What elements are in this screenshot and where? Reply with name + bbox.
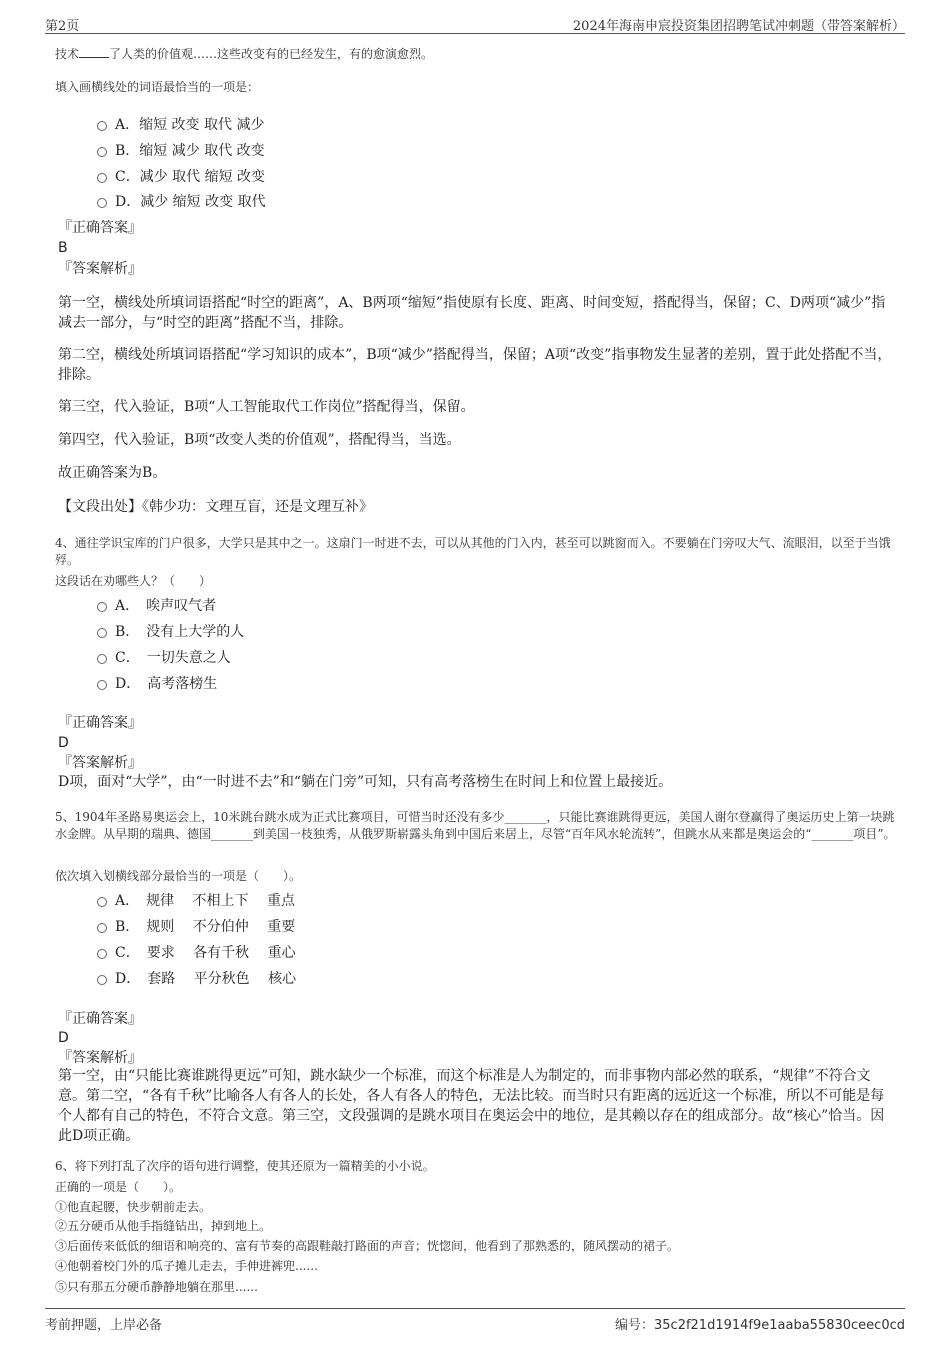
option-label: A． 规律 不相上下 重点 [115, 893, 296, 909]
q6-item-4: ④他朝着校门外的瓜子摊儿走去，手伸进裤兜...... [55, 1259, 318, 1273]
option-label: B．缩短 减少 取代 改变 [115, 143, 265, 159]
radio-icon[interactable] [97, 897, 107, 907]
q5-answer-label: 『正确答案』 [58, 1011, 142, 1027]
footer-code-label: 编号： [614, 1318, 654, 1333]
q3-stem-part1: 技术 [55, 47, 80, 61]
q5-analysis: 第一空，由“只能比赛谁跳得更远”可知，跳水缺少一个标准，而这个标准是人为制定的，而非事物内部必然的联系，“规律”不符合文意。第二空，“各有千秋”比喻各人有各人的长处，各人有各人的特色，无法比较。而当时只有距离的远近这一个标准，所以不可能是每个人都有自己的特色，不符合文意。第三空，文段强调的是跳水项目在奥运会中的地位，是其赖以存在的组成部分。故“核心”恰当。因此D项正确。 [58, 1068, 885, 1144]
footer-code [615, 1314, 905, 1333]
q3-analysis-p5: 故正确答案为B。 [58, 465, 167, 481]
option-label: D． 套路 平分秋色 核心 [115, 971, 297, 987]
q4-analysis: D项，面对“大学”，由“一时进不去”和“躺在门旁”可知，只有高考落榜生在时间上和位置上最接近。 [58, 774, 673, 790]
option-label: C．减少 取代 缩短 改变 [115, 169, 266, 185]
q3-stem [55, 45, 433, 63]
q4-option-d[interactable] [97, 673, 217, 693]
q4-answer: D [58, 735, 69, 751]
document-title: 2024年海南申宸投资集团招聘笔试冲刺题（带答案解析） [572, 19, 905, 34]
q3-answer: B [58, 240, 68, 256]
option-label: C． 一切失意之人 [115, 650, 231, 666]
option-label: D． 高考落榜生 [115, 676, 218, 692]
option-label: B． 没有上大学的人 [115, 624, 245, 640]
q3-option-c[interactable] [97, 166, 265, 186]
radio-icon[interactable] [97, 173, 107, 183]
q6-item-5: ⑤只有那五分硬币静静地躺在那里...... [55, 1280, 258, 1294]
option-label: A．缩短 改变 取代 减少 [115, 117, 265, 133]
q5-option-a[interactable] [97, 890, 295, 910]
option-label: C． 要求 各有千秋 重心 [115, 945, 296, 961]
q6-item-2: ②五分硬币从他手指缝钻出，掉到地上。 [55, 1219, 272, 1233]
footer-code-value: 35c2f21d1914f9e1aaba55830ceec0cd [654, 1318, 905, 1333]
option-label: D．减少 缩短 改变 取代 [115, 194, 266, 210]
q3-blank [79, 45, 109, 58]
q3-analysis-p4: 第四空，代入验证，B项“改变人类的价值观”，搭配得当，当选。 [58, 432, 461, 448]
page-number: 第2页 [45, 19, 80, 34]
radio-icon[interactable] [97, 198, 107, 208]
q5-answer: D [58, 1030, 69, 1046]
q3-option-a[interactable] [97, 114, 264, 134]
q4-option-a[interactable] [97, 595, 216, 615]
q4-analysis-label: 『答案解析』 [58, 755, 142, 771]
q3-analysis-p3: 第三空，代入验证，B项“人工智能取代工作岗位”搭配得当，保留。 [58, 399, 475, 415]
q3-analysis-label: 『答案解析』 [58, 261, 142, 277]
q3-answer-label: 『正确答案』 [58, 220, 142, 236]
q3-prompt: 填入画横线处的词语最恰当的一项是： [55, 80, 260, 94]
q4-stem: 4、通往学识宝库的门户很多，大学只是其中之一。这扇门一时进不去，可以从其他的门入内，甚至可以跳窗而入。不要躺在门旁叹大气、流眼泪，以至于当饿殍。 [55, 536, 891, 567]
header-rule [45, 33, 905, 34]
footer-slogan: 考前押题，上岸必备 [45, 1318, 163, 1333]
q3-option-d[interactable] [97, 191, 266, 211]
radio-icon[interactable] [97, 654, 107, 664]
footer-rule [45, 1308, 905, 1309]
q5-option-b[interactable] [97, 916, 295, 936]
radio-icon[interactable] [97, 680, 107, 690]
q4-prompt: 这段话在劝哪些人？（ ） [55, 574, 212, 588]
radio-icon[interactable] [97, 923, 107, 933]
q3-source: 【文段出处】《韩少功：文理互盲，还是文理互补》 [58, 499, 373, 515]
radio-icon[interactable] [97, 975, 107, 985]
q6-stem: 6、将下列打乱了次序的语句进行调整，使其还原为一篇精美的小小说。 [55, 1159, 435, 1173]
q6-item-1: ①他直起腰，快步朝前走去。 [55, 1200, 212, 1214]
radio-icon[interactable] [97, 628, 107, 638]
q6-item-3: ③后面传来低低的细语和响亮的、富有节奏的高跟鞋敲打路面的声音；恍惚间，他看到了那熟悉的，随风摆动的裙子。 [55, 1239, 680, 1253]
radio-icon[interactable] [97, 121, 107, 131]
q3-analysis-p2: 第二空，横线处所填词语搭配“学习知识的成本”，B项“减少”搭配得当，保留；A项“改变”指事物发生显著的差别，置于此处搭配不当，排除。 [58, 347, 892, 383]
q4-option-b[interactable] [97, 621, 244, 641]
q3-analysis-p1: 第一空，横线处所填词语搭配“时空的距离”，A、B两项“缩短”指使原有长度、距离、时间变短，搭配得当，保留；C、D两项“减少”指减去一部分，与“时空的距离”搭配不当，排除。 [58, 295, 886, 331]
q5-option-d[interactable] [97, 968, 296, 988]
option-label: A． 唉声叹气者 [115, 598, 217, 614]
q5-option-c[interactable] [97, 942, 296, 962]
radio-icon[interactable] [97, 949, 107, 959]
option-label: B． 规则 不分伯仲 重要 [115, 919, 296, 935]
q3-stem-part2: 了人类的价值观……这些改变有的已经发生，有的愈演愈烈。 [109, 47, 434, 61]
q5-analysis-label: 『答案解析』 [58, 1050, 142, 1066]
q5-stem: 5、1904年圣路易奥运会上，10米跳台跳水成为正式比赛项目，可惜当时还没有多少_______，只能比赛谁跳得更远，美国人谢尔登赢得了奥运历史上第一块跳水金牌。从早期的瑞典、德国_______到美国一枝独秀，从俄罗斯崭露头角到中国后来居上，尽管“百年风水轮流转”，但跳水从来都是奥运会的“_______项目”。 [55, 810, 896, 841]
q3-option-b[interactable] [97, 140, 265, 160]
q4-option-c[interactable] [97, 647, 231, 667]
q6-prompt: 正确的一项是（ ）。 [55, 1180, 182, 1194]
q5-prompt: 依次填入划横线部分最恰当的一项是（ ）。 [55, 869, 302, 883]
q4-answer-label: 『正确答案』 [58, 715, 142, 731]
radio-icon[interactable] [97, 602, 107, 612]
radio-icon[interactable] [97, 147, 107, 157]
